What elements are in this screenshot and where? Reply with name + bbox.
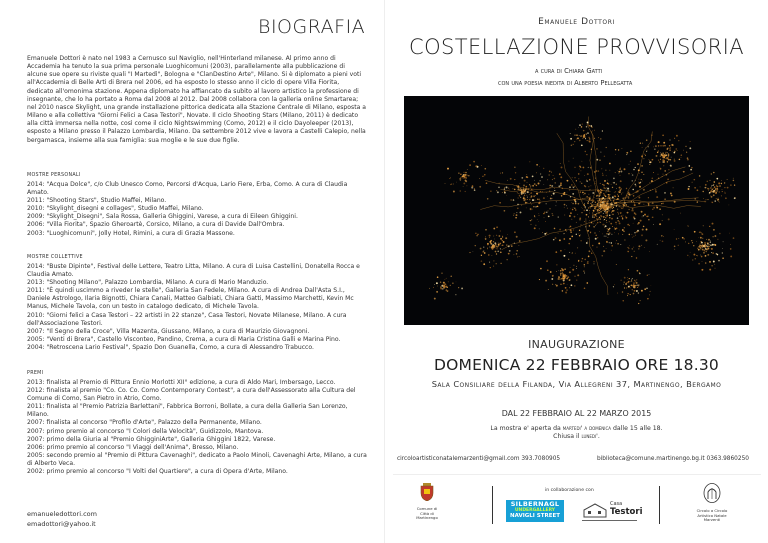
artist-name: Emanuele Dottori	[538, 17, 615, 27]
venue: Sala Consiliare della Filanda, Via Allegreni 37, Martinengo, Bergamo	[431, 379, 722, 389]
list-item: 2011: "Shooting Stars", Studio Maffei, Milano.	[27, 196, 167, 204]
hours-days: martedi' a domenica	[562, 425, 611, 432]
city-lights-image	[404, 96, 749, 325]
list-item: 2012: finalista al premio "Co. Co. Co. Como Contemporary Contest", a cura dell'Assessorato alla Cultura del Comune di Como, San Pietro in Atrio, Como.	[27, 386, 356, 402]
list-item: 2007: primo premio al concorso "I Colori della Velocità", Guidizzolo, Mantova.	[27, 427, 264, 435]
closed-text: Chiusa il	[553, 433, 580, 440]
arch-emblem-icon	[703, 483, 721, 503]
logos-divider	[393, 474, 761, 475]
house-icon	[582, 502, 608, 518]
prizes	[27, 370, 367, 477]
opening-hours	[385, 425, 768, 432]
list-item: 2006: primo premio al concorso "I Viaggi dell'Anima", Bresso, Milano.	[27, 443, 239, 451]
circolo-name: Artistico Natale Marzenti	[697, 512, 727, 522]
email-link[interactable]: emadottori@yahoo.it	[27, 520, 96, 528]
group-exhibitions-heading: MOSTRE COLLETTIVE	[27, 255, 83, 260]
closed-day: lunedi'.	[581, 433, 600, 440]
list-item: 2013: "Shooting Milano", Palazzo Lombardia, Milano. A cura di Mario Manduzio.	[27, 278, 269, 286]
website-link[interactable]: emanueledottori.com	[27, 510, 97, 518]
silbernagl-street: NAVIGLI STREET	[510, 513, 560, 519]
hours-time: dalle 15 alle 18.	[612, 425, 663, 432]
list-item: 2013: finalista al Premio di Pittura Ennio Morlotti XII° edizione, a cura di Aldo Mari, Imbersago, Lecco.	[27, 378, 336, 386]
list-item: 2005: "Venti di Brera", Castello Visconteo, Pandino, Crema, a cura di Maria Cristina Galli e Marina Pino.	[27, 336, 341, 344]
list-item: 2014: "Buste Dipinte", Festival delle Lettere, Teatro Litta, Milano. A cura di Luisa Castellini, Donatella Rocca e Claudia Amato.	[27, 262, 360, 278]
curator-line	[535, 67, 602, 75]
list-item: 2011: "È quindi uscimmo a riveder le stelle", Galleria San Fedele, Milano. A cura di Andrea Dall'Asta S.I., Daniele Astrologo, Ilaria Bignotti, Chiara Canali, Matteo Galbiati, Chiara Gatti, Massimo Marchetti, Kevin Mc Manus, Michele Tavola, con un testo in catalogo dedicato, di Michele Tavola.	[27, 287, 354, 311]
list-item: 2010: "Skylight_disegni e collages", Studio Maffei, Milano.	[27, 205, 204, 213]
silbernagl-logo	[506, 500, 564, 522]
list-item: 2005: secondo premio al "Premio di Pittura Cavenaghi", dedicato a Paolo Minoli, Cavenaghi Arte, Milano, a cura di Alberto Veca.	[27, 452, 367, 468]
logo-separator-2	[659, 486, 660, 524]
circolo-label: Circolo a Circolo	[696, 508, 728, 513]
municipality-logo	[410, 483, 444, 521]
list-item: 2011: finalista al "Premio Patrizia Barlettani", Fabbrica Borroni, Bollate, a cura della Galleria San Lorenzo, Milano.	[27, 403, 348, 419]
exhibition-dates: DAL 22 FEBBRAIO AL 22 MARZO 2015	[501, 409, 652, 418]
contacts	[27, 509, 97, 529]
municipality-name: Città di Martinengo	[416, 510, 438, 520]
municipality-label: Comune di	[416, 506, 438, 511]
list-item: 2002: primo premio al concorso "I Volti del Quartiere", a cura di Opera d'Arte, Milano.	[27, 468, 288, 476]
list-item: 2003: "Luoghicomuni", Jolly Hotel, Rimini, a cura di Grazia Massone.	[27, 229, 235, 237]
testori-label: Testori	[610, 507, 643, 517]
silbernagl-sub: UNDERGALLERY	[514, 508, 556, 513]
inauguration-label: INAUGURAZIONE	[528, 338, 625, 351]
prizes-heading: PREMI	[27, 371, 44, 376]
list-item: 2004: "Retroscena Lario Festival", Spazio Don Guanella, Como, a cura di Alessandro Trabucco.	[27, 344, 314, 352]
invitation-page	[385, 0, 768, 543]
curator-prefix: a cura di	[535, 67, 562, 75]
poem-line	[498, 79, 632, 87]
list-item: 2009: "Skylight_Disegni", Sala Rossa, Galleria Ghiggini, Varese, a cura di Eileen Ghiggini.	[27, 213, 298, 221]
casa-label: Casa	[610, 501, 623, 507]
list-item: 2010: "Giorni felici a Casa Testori – 22 artisti in 22 stanze", Casa Testori, Novate Milanese, Milano. A cura dell'Associazione Testori.	[27, 311, 347, 327]
hours-text: La mostra e' aperta da	[490, 425, 561, 432]
personal-exhibitions	[27, 172, 367, 238]
contact-circolo[interactable]: circoloartisticonatalemarzenti@gmail.com 393.7080905	[397, 456, 561, 462]
opening-date: DOMENICA 22 FEBBRAIO ORE 18.30	[434, 356, 719, 374]
list-item: 2007: finalista al concorso "Profilo d'Arte", Palazzo della Permanente, Milano.	[27, 419, 262, 427]
contact-biblioteca[interactable]: biblioteca@comune.martinengo.bg.it 0363.9860250	[597, 456, 749, 462]
list-item: 2006: "Villa Fiorita", Spazio Gheroartè, Corsico, Milano, a cura di Davide Dall'Ombra.	[27, 221, 285, 229]
casa-testori-logo	[582, 498, 643, 524]
coat-of-arms-icon	[420, 483, 434, 501]
poet-name: Alberto Pellegatta	[574, 79, 633, 87]
personal-exhibitions-heading: MOSTRE PERSONALI	[27, 173, 81, 178]
curator-name: Chiara Gatti	[564, 67, 603, 75]
night-city-photo	[404, 96, 749, 325]
list-item: 2007: primo della Giuria al "Premio GhigginiArte", Galleria Ghiggini 1822, Varese.	[27, 435, 276, 443]
biography-title: BIOGRAFIA	[258, 16, 366, 38]
group-exhibitions	[27, 254, 367, 352]
closing-day	[385, 433, 768, 440]
logo-separator	[492, 486, 493, 524]
list-item: 2007: "Il Segno della Croce", Villa Mazenta, Giussano, Milano, a cura di Maurizio Giovagnoni.	[27, 327, 310, 335]
list-item: 2014: "Acqua Dolce", c/o Club Unesco Como, Percorsi d'Acqua, Lario Fiere, Erba, Como. A cura di Claudia Amato.	[27, 180, 348, 196]
exhibition-title: COSTELLAZIONE PROVVISORIA	[409, 35, 744, 59]
circolo-logo	[690, 483, 734, 523]
silbernagl-name: SILBERNAGL	[510, 500, 560, 508]
poem-prefix: con una poesia inedita di	[498, 79, 572, 87]
biography-text: Emanuele Dottori è nato nel 1983 a Cernusco sul Naviglio, nell'Hinterland milanese. Al primo anno di Accademia ha tenuto la sua prima personale Luoghicomuni (2003), parallelamente alla pubblicazione di alcune sue opere su riviste quali "I Martedì", Bologna e "ClanDestino Arte", Milano. Si è diplomato a pieni voti all'Accademia di Belle Arti di Brera nel 2006, ed ha esposto lo stesso anno il ciclo di opere Villa Fiorita, dedicato all'omonima stazione. Appena diplomato ha affiancato da subito al lavoro artistico la professione di insegnante, che lo ha portato a Roma dal 2008 al 2012. Dal 2008 collabora con la galleria online Smartarea; nel 2010 nasce Skylight, una grande installazione pittorica dedicata alla Stazione Centrale di Milano, esposta a Milano e alla collettiva "Giorni Felici a Casa Testori", Novate. Il ciclo Shooting Stars (Milano, 2011) è dedicato alla città immersa nella notte, così come il ciclo Nightswimming (Como, 2012) e il ciclo Dayoleeper (2013), esposto a Milano presso il Palazzo Lombardia, Milano. Da settembre 2012 vive e lavora a Castelli Calepio, nella bergamasca, insieme alla sua famiglia: sua moglie e le sue due figlie.	[27, 55, 366, 144]
collaboration-label: in collaborazione con	[545, 488, 594, 493]
